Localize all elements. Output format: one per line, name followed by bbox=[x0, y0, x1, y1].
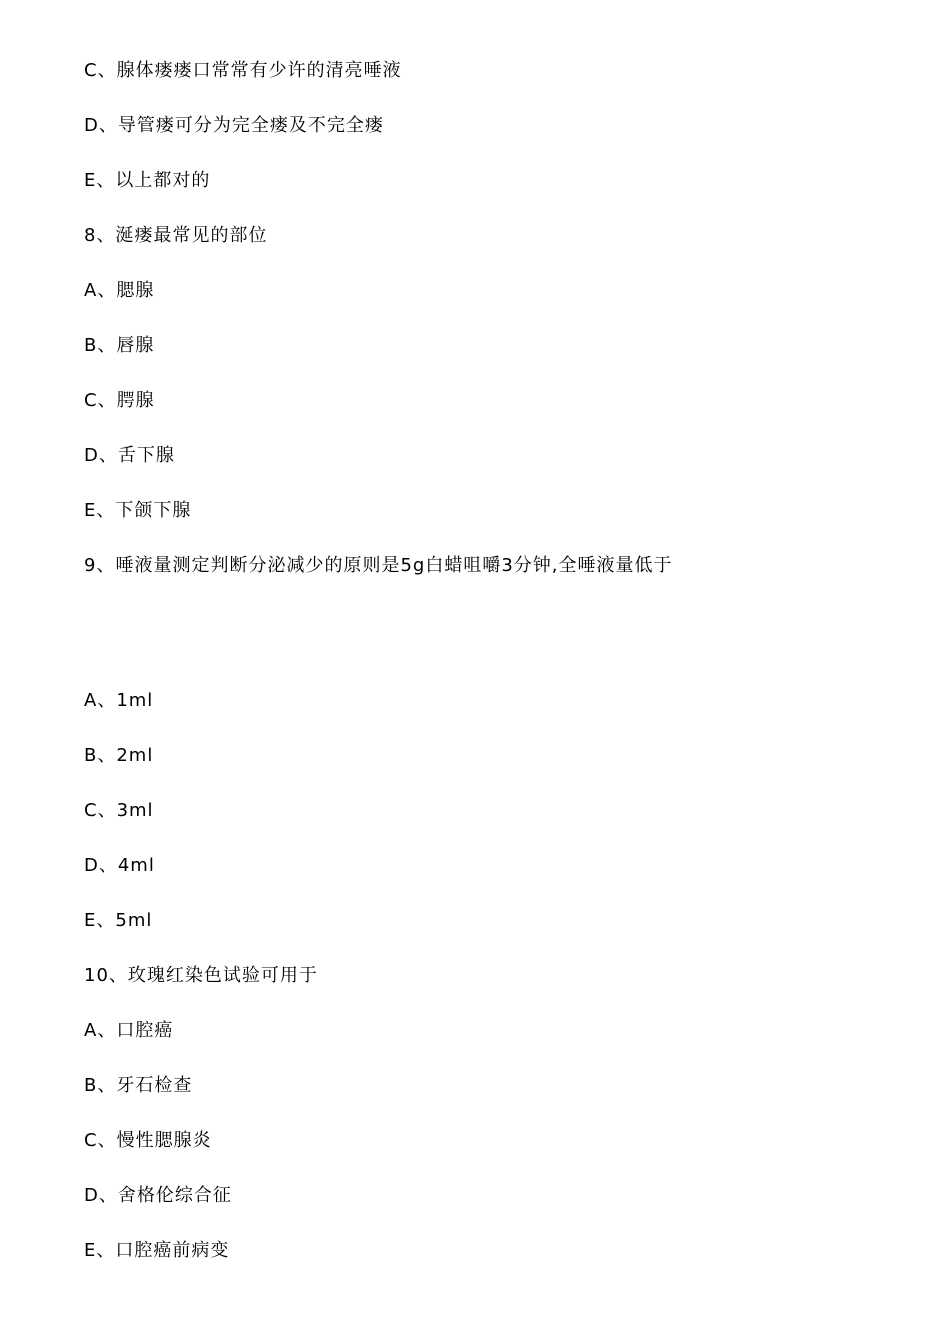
option-text: E、5ml bbox=[84, 910, 153, 931]
option-text: E、口腔癌前病变 bbox=[84, 1240, 230, 1261]
option-text: C、慢性腮腺炎 bbox=[84, 1130, 212, 1151]
option-text: C、3ml bbox=[84, 800, 154, 821]
option-text: D、导管瘘可分为完全瘘及不完全瘘 bbox=[84, 115, 384, 136]
option-text: E、以上都对的 bbox=[84, 170, 211, 191]
option-text: D、舍格伦综合征 bbox=[84, 1185, 232, 1206]
option-text: E、下颌下腺 bbox=[84, 500, 192, 521]
option-text: A、腮腺 bbox=[84, 280, 155, 301]
question-text: 10、玫瑰红染色试验可用于 bbox=[84, 965, 318, 986]
option-text: B、2ml bbox=[84, 745, 154, 766]
option-text: C、腭腺 bbox=[84, 390, 155, 411]
option-text: A、1ml bbox=[84, 690, 154, 711]
option-text: D、4ml bbox=[84, 855, 155, 876]
question-text: 9、唾液量测定判断分泌减少的原则是5g白蜡咀嚼3分钟,全唾液量低于 bbox=[84, 555, 673, 576]
option-text: C、腺体瘘瘘口常常有少许的清亮唾液 bbox=[84, 60, 402, 81]
option-text: D、舌下腺 bbox=[84, 445, 175, 466]
option-text: B、牙石检查 bbox=[84, 1075, 193, 1096]
option-text: A、口腔癌 bbox=[84, 1020, 174, 1041]
question-text: 8、涎瘘最常见的部位 bbox=[84, 225, 268, 246]
option-text: B、唇腺 bbox=[84, 335, 155, 356]
